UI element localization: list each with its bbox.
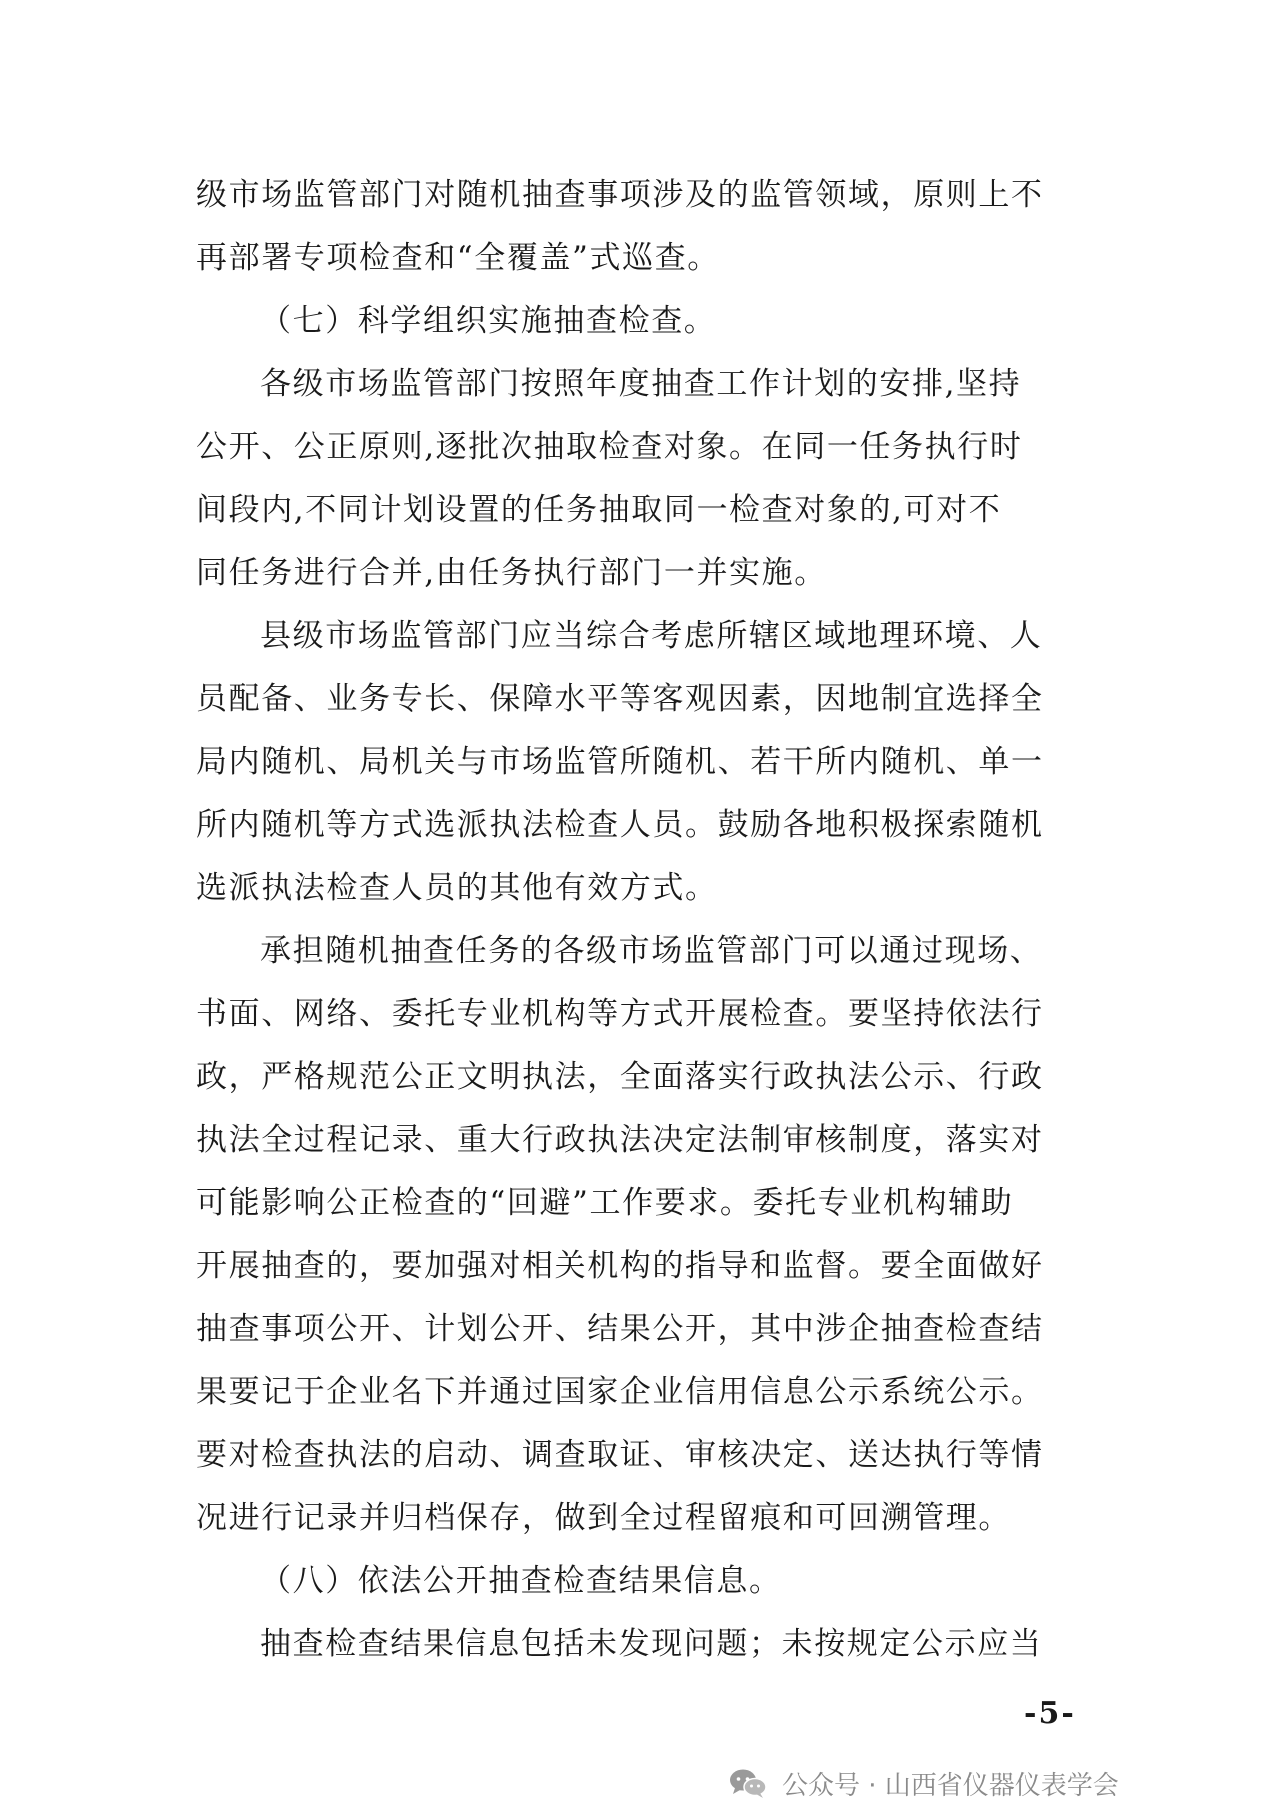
section-heading-7: （七）科学组织实施抽查检查。 — [260, 303, 717, 339]
body-line: 员配备、业务专长、保障水平等客观因素，因地制宜选择全 — [196, 681, 1044, 717]
body-line: 可能影响公正检查的“回避”工作要求。委托专业机构辅助 — [196, 1185, 1014, 1221]
body-line: 选派执法检查人员的其他有效方式。 — [196, 870, 718, 906]
body-line: 果要记于企业名下并通过国家企业信用信息公示系统公示。 — [196, 1374, 1044, 1410]
paragraph-start: 承担随机抽查任务的各级市场监管部门可以通过现场、 — [260, 933, 1043, 969]
body-line: 开展抽查的，要加强对相关机构的指导和监督。要全面做好 — [196, 1248, 1044, 1284]
page-number: -5- — [1024, 1696, 1076, 1731]
body-line: 况进行记录并归档保存，做到全过程留痕和可回溯管理。 — [196, 1500, 1011, 1536]
body-line: 要对检查执法的启动、调查取证、审核决定、送达执行等情 — [196, 1437, 1044, 1473]
body-line: 同任务进行合并,由任务执行部门一并实施。 — [196, 555, 827, 591]
body-line: 再部署专项检查和“全覆盖”式巡查。 — [196, 240, 720, 276]
body-line: 公开、公正原则,逐批次抽取检查对象。在同一任务执行时 — [196, 429, 1023, 465]
body-line: 级市场监管部门对随机抽查事项涉及的监管领域，原则上不 — [196, 177, 1044, 213]
watermark — [728, 1760, 1119, 1806]
body-line: 执法全过程记录、重大行政执法决定法制审核制度，落实对 — [196, 1122, 1044, 1158]
paragraph-start: 抽查检查结果信息包括未发现问题；未按规定公示应当 — [260, 1626, 1043, 1662]
paragraph-start: 各级市场监管部门按照年度抽查工作计划的安排,坚持 — [260, 366, 1022, 402]
wechat-icon — [728, 1767, 768, 1799]
document-body — [196, 164, 1092, 1676]
watermark-text: 公众号 · 山西省仪器仪表学会 — [782, 1770, 1119, 1801]
section-heading-8: （八）依法公开抽查检查结果信息。 — [260, 1563, 782, 1599]
body-line: 政，严格规范公正文明执法，全面落实行政执法公示、行政 — [196, 1059, 1044, 1095]
body-line: 书面、网络、委托专业机构等方式开展检查。要坚持依法行 — [196, 996, 1044, 1032]
body-line: 间段内,不同计划设置的任务抽取同一检查对象的,可对不 — [196, 492, 1002, 528]
paragraph-start: 县级市场监管部门应当综合考虑所辖区域地理环境、人 — [260, 618, 1043, 654]
body-line: 所内随机等方式选派执法检查人员。鼓励各地积极探索随机 — [196, 807, 1044, 843]
body-line: 抽查事项公开、计划公开、结果公开，其中涉企抽查检查结 — [196, 1311, 1044, 1347]
body-line: 局内随机、局机关与市场监管所随机、若干所内随机、单一 — [196, 744, 1044, 780]
